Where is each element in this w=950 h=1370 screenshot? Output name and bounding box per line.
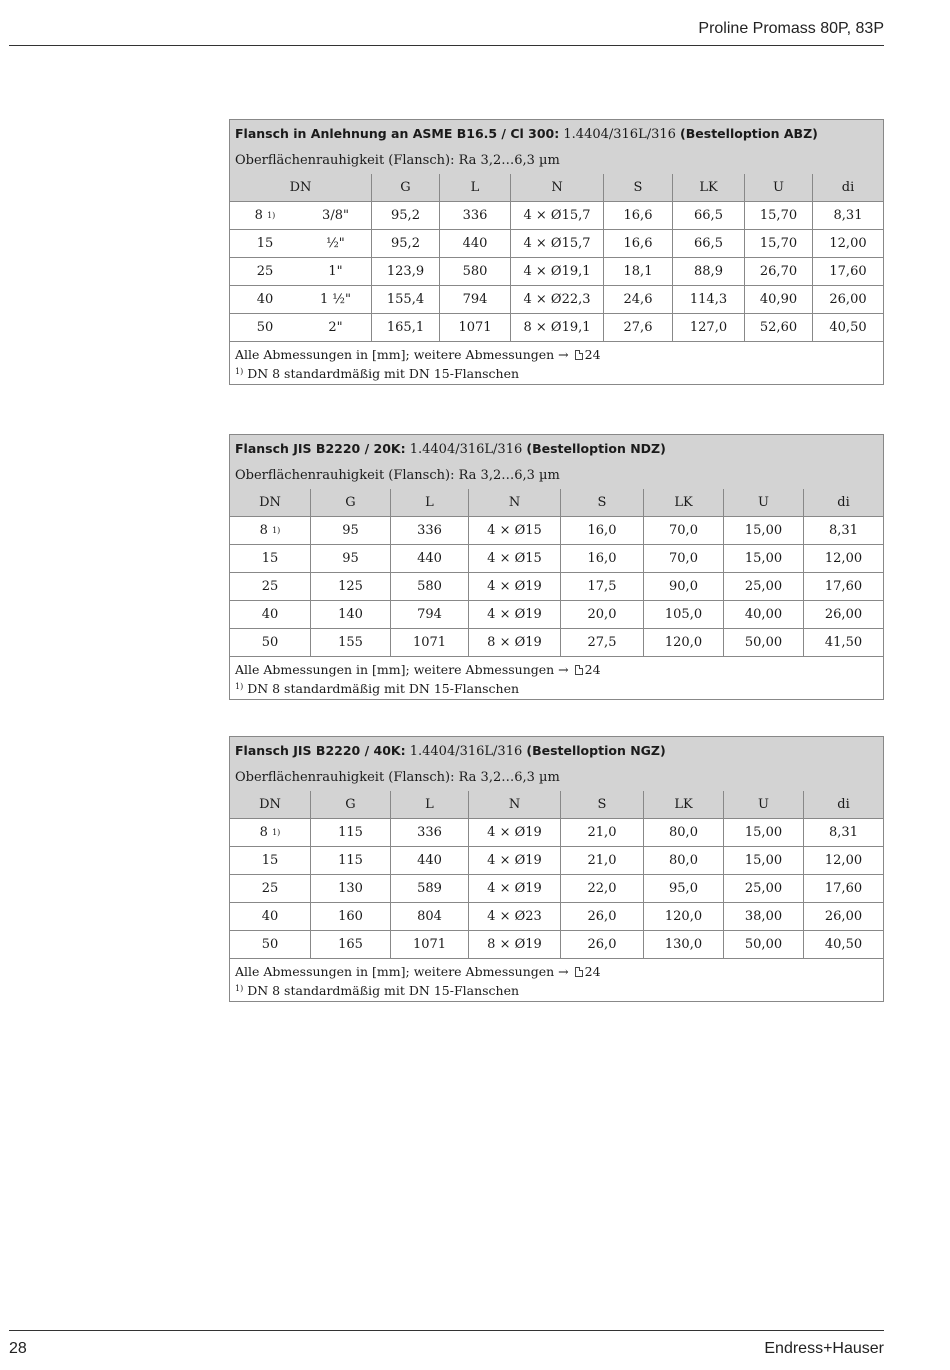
cell-dn: [230, 819, 310, 846]
col-header-g: G: [371, 174, 439, 201]
footnote-text: DN 8 standardmäßig mit DN 15-Flanschen: [247, 366, 520, 381]
cell-lk: 114,3: [672, 286, 744, 313]
cell-s: 21,0: [560, 847, 643, 874]
table-subtitle: Oberflächenrauhigkeit (Flansch): Ra 3,2…6,3 µm: [230, 462, 883, 489]
cell-n: 8 × Ø19,1: [510, 314, 603, 341]
note-dimensions: [235, 661, 878, 678]
cell-g: 125: [310, 573, 390, 600]
footnote-mark: 1): [272, 526, 281, 535]
footnote-mark: 1): [235, 682, 244, 691]
cell-g: 95: [310, 517, 390, 544]
document-page-icon: [575, 665, 583, 675]
cell-dn: 40: [261, 607, 279, 622]
cell-g: 95,2: [371, 230, 439, 257]
cell-lk: 105,0: [643, 601, 723, 628]
note-dimensions: [235, 346, 878, 363]
cell-u: 15,00: [723, 819, 803, 846]
footnote-text: DN 8 standardmäßig mit DN 15-Flanschen: [247, 681, 520, 696]
cell-g: 140: [310, 601, 390, 628]
cell-dn: 15: [256, 236, 274, 251]
col-header-u: U: [723, 489, 803, 516]
header-rule: [9, 45, 884, 46]
cell-di: 40,50: [812, 314, 883, 341]
table-header-row: [230, 791, 883, 818]
table-row: [230, 229, 883, 257]
col-header-lk: LK: [643, 489, 723, 516]
table-notes: [230, 958, 883, 1001]
cell-lk: 70,0: [643, 545, 723, 572]
col-header-u: U: [744, 174, 812, 201]
cell-dn: 40: [256, 292, 274, 307]
cell-s: 16,6: [603, 202, 672, 229]
cell-l: 580: [439, 258, 510, 285]
table-subtitle: Oberflächenrauhigkeit (Flansch): Ra 3,2…6,3 µm: [230, 147, 883, 174]
table-title-material: 1.4404/316L/316: [559, 127, 681, 142]
note-page-ref[interactable]: 24: [584, 964, 601, 979]
cell-u: 40,00: [723, 601, 803, 628]
cell-u: 15,00: [723, 517, 803, 544]
table-title-option: (Bestelloption ABZ): [680, 126, 818, 141]
cell-n: 4 × Ø22,3: [510, 286, 603, 313]
note-footnote: [235, 980, 878, 999]
cell-n: 4 × Ø19: [468, 573, 560, 600]
cell-s: 16,6: [603, 230, 672, 257]
col-header-di: di: [803, 489, 883, 516]
cell-di: 12,00: [803, 847, 883, 874]
col-header-lk: LK: [643, 791, 723, 818]
cell-l: 1071: [390, 931, 468, 958]
cell-di: 26,00: [803, 903, 883, 930]
cell-di: 8,31: [803, 819, 883, 846]
cell-l: 440: [390, 847, 468, 874]
cell-n: 4 × Ø15,7: [510, 202, 603, 229]
table-row: [230, 874, 883, 902]
cell-s: 27,5: [560, 629, 643, 656]
cell-lk: 80,0: [643, 847, 723, 874]
cell-g: 160: [310, 903, 390, 930]
cell-s: 17,5: [560, 573, 643, 600]
cell-di: 40,50: [803, 931, 883, 958]
cell-s: 22,0: [560, 875, 643, 902]
col-header-g: G: [310, 791, 390, 818]
cell-lk: 120,0: [643, 903, 723, 930]
table-title: [230, 737, 883, 764]
footnote-mark: 1): [272, 828, 281, 837]
col-header-s: S: [560, 791, 643, 818]
cell-di: 26,00: [803, 601, 883, 628]
cell-s: 21,0: [560, 819, 643, 846]
col-header-l: L: [390, 791, 468, 818]
cell-g: 95: [310, 545, 390, 572]
cell-s: 16,0: [560, 517, 643, 544]
cell-lk: 95,0: [643, 875, 723, 902]
cell-u: 15,00: [723, 545, 803, 572]
cell-di: 12,00: [803, 545, 883, 572]
cell-l: 440: [439, 230, 510, 257]
cell-inch: 1": [328, 264, 343, 279]
cell-l: 1071: [439, 314, 510, 341]
table-title: [230, 435, 883, 462]
page-number: 28: [9, 1340, 27, 1357]
cell-l: 580: [390, 573, 468, 600]
cell-n: 4 × Ø19,1: [510, 258, 603, 285]
cell-u: 15,70: [744, 230, 812, 257]
cell-dn: 25: [261, 579, 279, 594]
cell-g: 130: [310, 875, 390, 902]
footnote-text: DN 8 standardmäßig mit DN 15-Flanschen: [247, 983, 520, 998]
table-row: [230, 544, 883, 572]
cell-dn: 40: [261, 909, 279, 924]
table-header-row: [230, 489, 883, 516]
cell-di: 41,50: [803, 629, 883, 656]
cell-u: 50,00: [723, 629, 803, 656]
table-notes: [230, 341, 883, 384]
cell-l: 336: [390, 819, 468, 846]
cell-lk: 127,0: [672, 314, 744, 341]
table-title-main: Flansch in Anlehnung an ASME B16.5 / Cl 300:: [235, 126, 560, 141]
cell-dn: 50: [261, 937, 279, 952]
col-header-n: N: [510, 174, 603, 201]
cell-l: 589: [390, 875, 468, 902]
cell-l: 794: [390, 601, 468, 628]
note-dimensions: [235, 963, 878, 980]
col-header-dn: DN: [289, 180, 312, 195]
table-row: [230, 600, 883, 628]
table-row: [230, 201, 883, 229]
cell-di: 26,00: [812, 286, 883, 313]
cell-l: 804: [390, 903, 468, 930]
cell-s: 20,0: [560, 601, 643, 628]
cell-dn: 15: [261, 853, 279, 868]
cell-lk: 90,0: [643, 573, 723, 600]
cell-dn: 15: [261, 551, 279, 566]
cell-dn: 25: [256, 264, 274, 279]
col-header-n: N: [468, 791, 560, 818]
cell-n: 4 × Ø23: [468, 903, 560, 930]
cell-di: 17,60: [803, 875, 883, 902]
cell-lk: 120,0: [643, 629, 723, 656]
cell-l: 336: [439, 202, 510, 229]
cell-dn: [230, 202, 300, 229]
cell-u: 15,70: [744, 202, 812, 229]
cell-u: 25,00: [723, 875, 803, 902]
cell-dn-value: 8: [259, 523, 268, 538]
cell-n: 4 × Ø15: [468, 545, 560, 572]
footnote-mark: 1): [235, 984, 244, 993]
document-header-title: Proline Promass 80P, 83P: [698, 20, 884, 37]
cell-g: 155: [310, 629, 390, 656]
cell-u: 15,00: [723, 847, 803, 874]
cell-dn: 50: [261, 635, 279, 650]
table-row: [230, 930, 883, 958]
table-title: [230, 120, 883, 147]
cell-u: 25,00: [723, 573, 803, 600]
cell-u: 38,00: [723, 903, 803, 930]
cell-g: 115: [310, 819, 390, 846]
document-page-icon: [575, 350, 583, 360]
table-title-main: Flansch JIS B2220 / 20K:: [235, 441, 406, 456]
table-row: [230, 902, 883, 930]
note-dimensions-text: Alle Abmessungen in [mm]; weitere Abmessungen →: [235, 662, 569, 677]
table-title-material: 1.4404/316L/316: [405, 442, 527, 457]
col-header-s: S: [603, 174, 672, 201]
cell-l: 1071: [390, 629, 468, 656]
col-header-di: di: [803, 791, 883, 818]
cell-s: 18,1: [603, 258, 672, 285]
col-header-dn: DN: [259, 797, 281, 812]
cell-g: 155,4: [371, 286, 439, 313]
cell-n: 4 × Ø19: [468, 847, 560, 874]
cell-g: 115: [310, 847, 390, 874]
cell-di: 8,31: [803, 517, 883, 544]
table-row: [230, 257, 883, 285]
cell-lk: 70,0: [643, 517, 723, 544]
cell-g: 165,1: [371, 314, 439, 341]
footnote-mark: 1): [235, 367, 244, 376]
note-footnote: [235, 363, 878, 382]
cell-dn-value: 8: [254, 208, 263, 223]
cell-lk: 130,0: [643, 931, 723, 958]
cell-g: 123,9: [371, 258, 439, 285]
cell-g: 165: [310, 931, 390, 958]
col-header-dn: DN: [259, 495, 281, 510]
table-title-material: 1.4404/316L/316: [405, 744, 527, 759]
cell-s: 26,0: [560, 903, 643, 930]
flange-table-jis-20k: [229, 434, 884, 700]
note-dimensions-text: Alle Abmessungen in [mm]; weitere Abmessungen →: [235, 964, 569, 979]
col-header-di: di: [812, 174, 883, 201]
col-header-s: S: [560, 489, 643, 516]
col-header-u: U: [723, 791, 803, 818]
cell-dn: [230, 517, 310, 544]
cell-s: 24,6: [603, 286, 672, 313]
cell-dn: 50: [256, 320, 274, 335]
cell-inch: 2": [328, 320, 343, 335]
table-row: [230, 516, 883, 544]
table-title-option: (Bestelloption NGZ): [526, 743, 666, 758]
col-header-lk: LK: [672, 174, 744, 201]
col-header-g: G: [310, 489, 390, 516]
cell-s: 16,0: [560, 545, 643, 572]
cell-lk: 80,0: [643, 819, 723, 846]
cell-n: 8 × Ø19: [468, 629, 560, 656]
footer-rule: [9, 1330, 884, 1331]
cell-n: 4 × Ø19: [468, 819, 560, 846]
note-page-ref[interactable]: 24: [584, 347, 601, 362]
table-row: [230, 818, 883, 846]
cell-n: 4 × Ø15,7: [510, 230, 603, 257]
cell-s: 27,6: [603, 314, 672, 341]
brand-name: Endress+Hauser: [764, 1340, 884, 1357]
table-row: [230, 628, 883, 656]
cell-lk: 66,5: [672, 230, 744, 257]
flange-table-asme: [229, 119, 884, 385]
cell-di: 8,31: [812, 202, 883, 229]
table-row: [230, 846, 883, 874]
table-row: [230, 285, 883, 313]
cell-u: 26,70: [744, 258, 812, 285]
cell-l: 336: [390, 517, 468, 544]
document-page-icon: [575, 967, 583, 977]
flange-table-jis-40k: [229, 736, 884, 1002]
cell-inch: 3/8": [322, 208, 349, 223]
table-notes: [230, 656, 883, 699]
cell-dn: 25: [261, 881, 279, 896]
cell-dn-value: 8: [259, 825, 268, 840]
col-header-l: L: [390, 489, 468, 516]
cell-g: 95,2: [371, 202, 439, 229]
note-page-ref[interactable]: 24: [584, 662, 601, 677]
cell-s: 26,0: [560, 931, 643, 958]
cell-lk: 66,5: [672, 202, 744, 229]
cell-inch: ½": [326, 236, 345, 251]
cell-di: 12,00: [812, 230, 883, 257]
table-row: [230, 313, 883, 341]
table-header-row: [230, 174, 883, 201]
cell-di: 17,60: [812, 258, 883, 285]
footnote-mark: 1): [267, 211, 276, 220]
cell-u: 52,60: [744, 314, 812, 341]
cell-lk: 88,9: [672, 258, 744, 285]
cell-di: 17,60: [803, 573, 883, 600]
table-subtitle: Oberflächenrauhigkeit (Flansch): Ra 3,2…6,3 µm: [230, 764, 883, 791]
table-title-option: (Bestelloption NDZ): [526, 441, 666, 456]
cell-n: 4 × Ø15: [468, 517, 560, 544]
table-title-main: Flansch JIS B2220 / 40K:: [235, 743, 406, 758]
table-row: [230, 572, 883, 600]
cell-n: 8 × Ø19: [468, 931, 560, 958]
cell-l: 794: [439, 286, 510, 313]
cell-inch: 1 ½": [320, 292, 351, 307]
col-header-n: N: [468, 489, 560, 516]
cell-u: 40,90: [744, 286, 812, 313]
cell-u: 50,00: [723, 931, 803, 958]
note-footnote: [235, 678, 878, 697]
note-dimensions-text: Alle Abmessungen in [mm]; weitere Abmessungen →: [235, 347, 569, 362]
cell-n: 4 × Ø19: [468, 601, 560, 628]
cell-n: 4 × Ø19: [468, 875, 560, 902]
cell-l: 440: [390, 545, 468, 572]
col-header-l: L: [439, 174, 510, 201]
